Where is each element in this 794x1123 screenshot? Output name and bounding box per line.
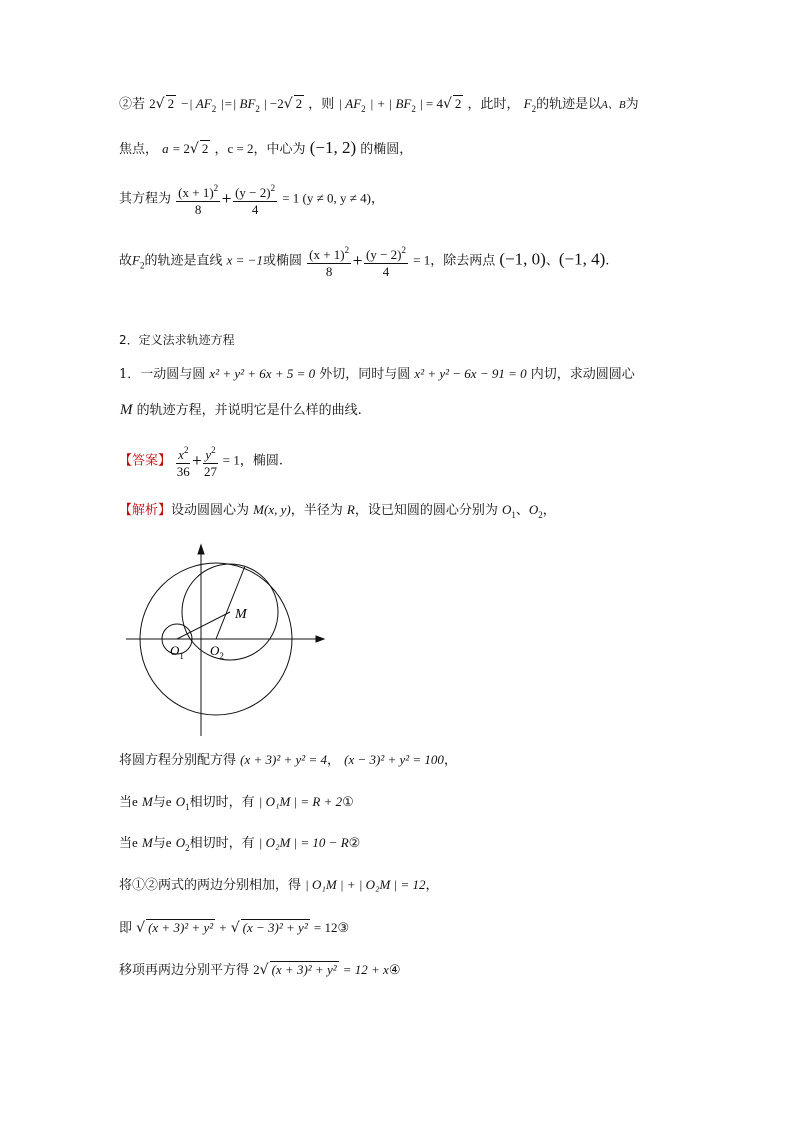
text: 的轨迹是直线 <box>144 253 223 269</box>
text: 相切时，有 <box>189 836 255 851</box>
question-line-2 <box>120 400 362 421</box>
sqrt-icon: √ <box>136 920 146 936</box>
math: 27 <box>203 464 217 479</box>
solution-step-2: 当e M与e $O_1$相切时，有 | O₁M | = R + 2① <box>119 794 354 812</box>
math: |=| BF <box>220 96 256 111</box>
text: 内切，求动圆圆心 <box>530 367 635 382</box>
text: 将①②两式的两边分别相加，得 <box>119 878 302 893</box>
text: 移项再两边分别平方得 <box>119 963 250 978</box>
fraction: $\frac{(x + 1)^2}{8}$ <box>307 242 351 280</box>
math: (x − 3)² + y² = 100 <box>344 752 444 767</box>
math: y <box>205 447 212 462</box>
label-O2: $O_2$ <box>210 643 224 661</box>
math: (y − 2) <box>366 247 402 262</box>
math-sub: 2 <box>531 104 537 114</box>
solution-step-4 <box>119 875 439 896</box>
text: ， <box>326 753 340 768</box>
para-conclusion: 故$F_2$的轨迹是直线 x = −1或椭圆 $\frac{(x + 1)^2}{8}$ + $\frac{(y - 2)^2}{4}$ = 1，除去两点 (−1, 0)、(−1, 4). <box>119 242 609 280</box>
text: 焦点， <box>119 142 159 157</box>
text: 与 <box>152 795 166 810</box>
math: 4 <box>382 264 390 279</box>
math: e <box>132 835 138 850</box>
text: ， <box>542 503 556 518</box>
text: ，设已知圆的圆心分别为 <box>354 503 498 518</box>
text: ，则 <box>308 97 335 112</box>
math: O <box>175 835 186 850</box>
math: | O₁M | = R + 2 <box>258 794 343 809</box>
math: e <box>165 794 172 809</box>
math-sub: 2 <box>361 104 366 114</box>
sqrt-icon: √ <box>442 96 452 112</box>
math: −| AF <box>180 96 212 111</box>
text: 设动圆圆心为 <box>171 503 250 518</box>
text: ②若 <box>119 97 146 112</box>
math: (x + 3)² + y² <box>271 962 337 977</box>
para-foci <box>119 138 412 160</box>
math-sub: 2 <box>411 104 416 114</box>
math: (x + 3)² + y² = 4 <box>240 752 327 767</box>
math: R <box>346 502 355 517</box>
math: = 12 <box>313 920 338 935</box>
math: 8 <box>194 202 202 217</box>
math: 2 <box>253 962 260 977</box>
math: O <box>528 502 539 517</box>
math: ，c = 2，中心为 <box>214 141 306 156</box>
text: ，此时， <box>467 97 520 112</box>
math-sub: 2 <box>255 104 260 114</box>
math: F <box>523 96 532 111</box>
math: | −2 <box>264 96 284 111</box>
para-equation: 其方程为 $\frac{(x + 1)^2}{8}$ + $\frac{(y - 2)^2}{4}$ = 1 (y ≠ 0, y ≠ 4)， <box>119 180 384 218</box>
math: M <box>141 794 153 809</box>
math: 2 <box>454 96 462 111</box>
math: 2 <box>295 96 303 111</box>
text: 的椭圆， <box>360 142 413 157</box>
math: (y − 2) <box>235 185 271 200</box>
math: x <box>178 447 184 462</box>
math: (x + 1) <box>178 185 214 200</box>
text: ，半径为 <box>290 503 343 518</box>
text: ② <box>348 836 361 851</box>
analysis-tag: 【解析】 <box>119 503 172 518</box>
math: 4 <box>251 202 259 217</box>
text: 当 <box>119 795 133 810</box>
text: 外切，同时与圆 <box>319 367 411 382</box>
text: ， <box>370 191 384 207</box>
text: ， <box>425 878 439 893</box>
math: (x + 1) <box>309 247 345 262</box>
math: | O₂M | = 10 − R <box>258 835 349 850</box>
text: 1．一动圆与圆 <box>119 367 206 382</box>
text: . <box>605 253 610 269</box>
answer-tag: 【答案】 <box>119 453 172 469</box>
text: 即 <box>119 921 133 936</box>
fraction: $\frac{(x + 1)^2}{8}$ <box>176 180 220 218</box>
math: a <box>162 141 169 156</box>
question-line-1 <box>119 364 635 385</box>
fraction: $\frac{(y - 2)^2}{4}$ <box>233 180 277 218</box>
y-axis-arrow-icon <box>198 545 204 554</box>
math: O <box>175 794 186 809</box>
text: 的轨迹是以 <box>536 97 602 112</box>
section-title: 2．定义法求轨迹方程 <box>119 333 235 347</box>
x-axis-arrow-icon <box>316 636 324 642</box>
fraction: $\frac{(y - 2)^2}{4}$ <box>364 242 408 280</box>
math: (−1, 4) <box>558 249 606 269</box>
text: 或椭圆 <box>262 253 302 269</box>
text: ④ <box>388 963 401 978</box>
segment-O2-M <box>216 566 245 639</box>
math: + <box>219 920 227 935</box>
math-sub: 2 <box>211 104 217 114</box>
sqrt-icon: √ <box>230 920 240 936</box>
text: ① <box>342 795 354 810</box>
label-O1: $O_1$ <box>170 643 184 661</box>
math: = 12 + x <box>342 962 389 977</box>
text: 当 <box>119 836 133 851</box>
circles-figure <box>120 540 330 740</box>
math: | AF <box>338 96 362 111</box>
text: 与 <box>152 836 166 851</box>
math: = 2 <box>172 141 190 156</box>
text: 为 <box>625 97 639 112</box>
math: | = 4 <box>420 96 443 111</box>
sqrt-icon: √ <box>283 96 293 112</box>
text: 故 <box>119 253 133 269</box>
math: e <box>165 835 172 850</box>
math: x = −1 <box>226 252 263 268</box>
math: O <box>501 502 512 517</box>
math: = 1 <box>413 252 431 268</box>
math: F <box>132 252 140 268</box>
text: 将圆方程分别配方得 <box>119 753 237 768</box>
text: 的轨迹方程，并说明它是什么样的曲线. <box>136 403 362 418</box>
segment-O1-M <box>177 612 230 639</box>
math: (x + 3)² + y² <box>148 920 214 935</box>
math: | + | BF <box>369 96 412 111</box>
math: 36 <box>176 464 190 479</box>
math: M(x, y) <box>253 502 291 517</box>
text: 、 <box>515 503 529 518</box>
answer-line: 【答案】 $\frac{x^2}{36}$ + $\frac{y^2}{27}$ = 1，椭圆. <box>119 442 283 480</box>
text: 其方程为 <box>119 191 172 207</box>
solution-step-3: 当e M与e $O_2$相切时，有 | O₂M | = 10 − R② <box>119 835 361 853</box>
sqrt-icon: √ <box>259 962 269 978</box>
math: = 1 <box>222 452 240 468</box>
analysis-line: 【解析】设动圆圆心为 M(x, y)，半径为 R，设已知圆的圆心分别为 $O_1$、$O_2$， <box>119 502 556 520</box>
math: (−1, 2) <box>309 138 357 157</box>
math: 2 <box>201 141 209 156</box>
math: M <box>120 402 133 418</box>
math: 2 <box>167 96 175 111</box>
math: A、B <box>601 99 626 111</box>
math: x² + y² − 6x − 91 = 0 <box>414 366 527 381</box>
text: ，除去两点 <box>430 253 496 269</box>
math: x² + y² + 6x + 5 = 0 <box>209 366 316 381</box>
label-M: M <box>235 607 247 622</box>
math: e <box>132 794 138 809</box>
text: ③ <box>337 921 350 936</box>
text: ，椭圆. <box>239 453 283 469</box>
fraction: $\frac{y^2}{27}$ <box>203 442 217 480</box>
math: | O₁M | + | O₂M | = 12 <box>305 877 426 892</box>
solution-step-6 <box>119 960 401 981</box>
solution-step-5 <box>119 918 349 939</box>
text: 、 <box>545 253 559 269</box>
math: = 1 (y ≠ 0, y ≠ 4) <box>282 190 371 206</box>
math: (−1, 0) <box>499 249 546 269</box>
math: M <box>141 835 153 850</box>
sqrt-icon: √ <box>189 141 199 157</box>
para-condition-2 <box>119 94 639 119</box>
fraction: $\frac{x^2}{36}$ <box>176 442 190 480</box>
math: 2 <box>149 96 156 111</box>
text: 相切时，有 <box>189 795 255 810</box>
sqrt-icon: √ <box>155 96 165 112</box>
math: (x − 3)² + y² <box>242 920 308 935</box>
solution-step-1 <box>119 750 457 771</box>
math: 8 <box>325 264 333 279</box>
text: ， <box>443 753 457 768</box>
